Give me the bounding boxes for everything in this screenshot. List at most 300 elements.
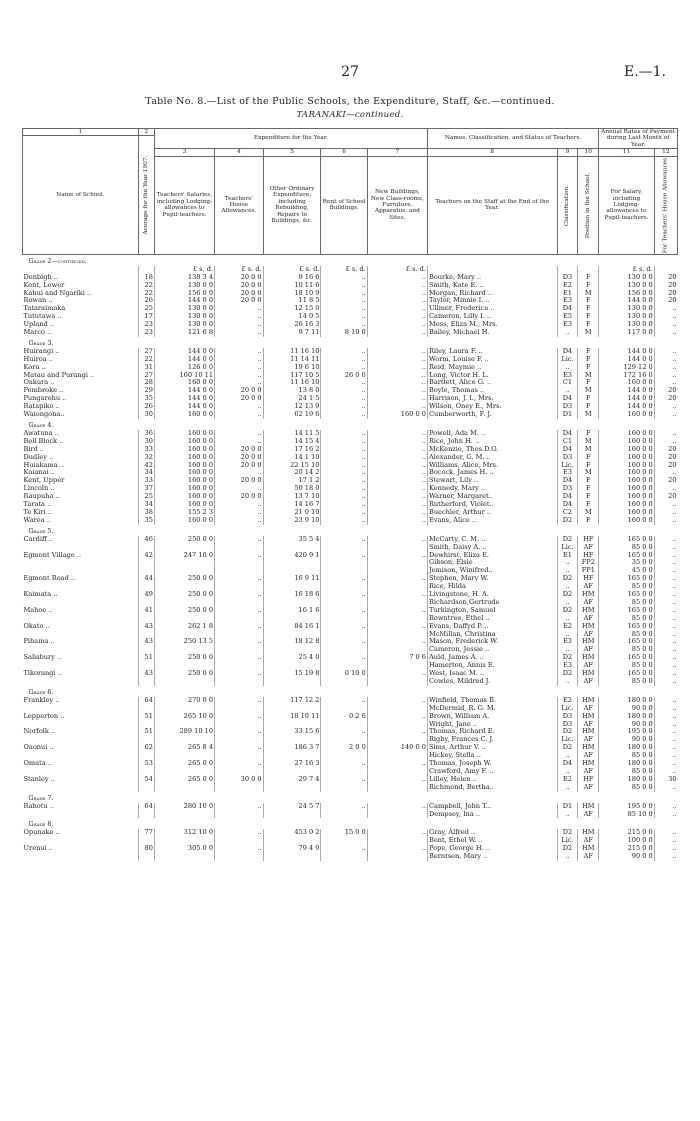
average-cell: 26 (138, 403, 154, 411)
grade-heading-row (23, 525, 678, 536)
average-cell (138, 678, 154, 686)
position-cell: HM (578, 697, 599, 705)
other-expenditure-cell (263, 631, 321, 639)
school-name-cell (23, 752, 139, 760)
average-cell: 51 (138, 713, 154, 721)
school-name-cell: Raupuha .. (23, 493, 60, 501)
table-row (23, 736, 678, 744)
rent-cell (321, 721, 367, 729)
teacher-name-cell: Stewart, Lily .. (427, 477, 557, 485)
new-buildings-cell: .. (367, 290, 427, 298)
other-expenditure-cell (263, 837, 321, 845)
house-allowance-cell: 20 0 0 (215, 454, 264, 462)
house-rate-cell: .. (654, 591, 677, 599)
teacher-name-cell: Cumberworth, F. J. (427, 411, 557, 419)
house-allowance-cell: .. (215, 638, 264, 646)
new-buildings-cell: .. (367, 321, 427, 329)
teachers-salaries-header: Teachers' Salaries, including Lodging-allowances to Pupil-teachers. (154, 156, 214, 254)
house-rate-cell: 20 (654, 387, 677, 395)
house-rate-cell: .. (654, 305, 677, 313)
new-buildings-cell: .. (367, 493, 427, 501)
teacher-name-cell: Bocock, James H. .. (427, 469, 557, 477)
teacher-name-cell: Alexander, G. M. .. (427, 454, 557, 462)
salaries-cell: 160 0 0 (154, 477, 214, 485)
house-allowance-cell: .. (215, 697, 264, 705)
position-cell: F (578, 313, 599, 321)
salary-rate-cell: 156 0 0 (599, 290, 655, 298)
classification-cell: D3 (557, 713, 578, 721)
position-cell: F (578, 297, 599, 305)
table-row (23, 670, 678, 678)
average-cell (138, 631, 154, 639)
position-cell: AF (578, 768, 599, 776)
rent-cell: .. (321, 403, 367, 411)
other-expenditure-cell: 16 1 6 (263, 607, 321, 615)
average-cell: 26 (138, 297, 154, 305)
house-allowance-cell: .. (215, 803, 264, 811)
school-name-cell: Tututawa .. (23, 313, 62, 321)
new-buildings-header: New Buildings, New Class-rooms, Furniture, Apparatus, and Sites. (367, 156, 427, 254)
table-row (23, 837, 678, 845)
school-name-cell: Koru .. (23, 363, 46, 371)
col-num-9: 9 (557, 149, 578, 156)
position-cell: HF (578, 552, 599, 560)
col-num-6: 6 (321, 149, 367, 156)
table-row (23, 403, 678, 411)
position-cell: F (578, 493, 599, 501)
rent-cell (321, 599, 367, 607)
house-rate-cell: 20 (654, 477, 677, 485)
average-year-header: Average for the Year 1907. (138, 136, 154, 254)
position-cell: HM (578, 591, 599, 599)
table-row (23, 760, 678, 768)
salaries-cell: 250 0 0 (154, 654, 214, 662)
house-rate-cell: .. (654, 411, 677, 419)
teacher-name-cell: Cameron, Jessie .. (427, 646, 557, 654)
teacher-name-cell: Bourke, Mary .. (427, 274, 557, 282)
teacher-name-cell: Richardson,Gertrude (427, 599, 557, 607)
new-buildings-cell: .. (367, 348, 427, 356)
new-buildings-cell (367, 615, 427, 623)
house-rate-cell: .. (654, 372, 677, 380)
salary-rate-cell: 85 0 0 (599, 583, 655, 591)
house-rate-cell: .. (654, 705, 677, 713)
other-expenditure-cell (263, 853, 321, 861)
teacher-name-cell: Pope, George H. .. (427, 845, 557, 853)
house-rate-cell: .. (654, 321, 677, 329)
other-expenditure-cell: 22 15 10 (263, 462, 321, 470)
new-buildings-cell: .. (367, 379, 427, 387)
average-cell: 22 (138, 290, 154, 298)
new-buildings-cell: .. (367, 591, 427, 599)
rent-cell: .. (321, 438, 367, 446)
salary-rate-cell: 85 0 0 (599, 544, 655, 552)
house-allowance-cell: .. (215, 379, 264, 387)
rent-cell: 2 0 0 (321, 744, 367, 752)
new-buildings-cell: .. (367, 623, 427, 631)
school-name-cell: Pungarehu .. (23, 395, 67, 403)
classification-cell: E1 (557, 552, 578, 560)
other-expenditure-cell: 12 15 0 (263, 305, 321, 313)
average-cell: 64 (138, 803, 154, 811)
salaries-cell (154, 736, 214, 744)
school-name-cell: Pembroke .. (23, 387, 64, 395)
house-rate-cell: .. (654, 583, 677, 591)
salary-rate-cell: 144 0 0 (599, 395, 655, 403)
salaries-cell: 126 0 0 (154, 364, 214, 372)
average-cell: 77 (138, 829, 154, 837)
position-cell: HF (578, 536, 599, 544)
position-cell: F (578, 364, 599, 372)
salary-rate-cell: 90 0 0 (599, 853, 655, 861)
house-allowance-cell (215, 736, 264, 744)
salaries-cell (154, 646, 214, 654)
teacher-name-cell: West, Isaac M. .. (427, 670, 557, 678)
position-cell: F (578, 430, 599, 438)
school-name-cell (23, 784, 139, 792)
school-name-cell: Bell Block .. (23, 437, 64, 445)
rent-cell (321, 615, 367, 623)
teacher-name-cell: Lilley, Helen .. (427, 776, 557, 784)
salary-rate-cell: 160 0 0 (599, 501, 655, 509)
table-row (23, 631, 678, 639)
table-row (23, 559, 678, 567)
house-allowance-cell: .. (215, 760, 264, 768)
salaries-cell (154, 559, 214, 567)
rent-cell: .. (321, 552, 367, 560)
rent-cell: .. (321, 446, 367, 454)
average-cell (138, 811, 154, 819)
teacher-name-cell: Bailey, Michael H. (427, 329, 557, 337)
school-name-cell: Kent, Upper (23, 477, 65, 485)
other-expenditure-cell: 17 1 2 (263, 477, 321, 485)
teacher-name-cell: Campbell, John T... (427, 803, 557, 811)
classification-header: Classification. (557, 156, 578, 254)
classification-cell: D2 (557, 744, 578, 752)
classification-cell: Lic. (557, 462, 578, 470)
house-allowance-cell (215, 705, 264, 713)
average-cell: 27 (138, 372, 154, 380)
average-cell: 33 (138, 446, 154, 454)
house-allowances-header: Teachers' House Allowances. (215, 156, 264, 254)
classification-cell: E3 (557, 638, 578, 646)
teacher-name-cell: Winfield, Thomas B. (427, 697, 557, 705)
house-allowance-cell: .. (215, 728, 264, 736)
classification-cell: D2 (557, 829, 578, 837)
position-cell: HM (578, 670, 599, 678)
table-row (23, 485, 678, 493)
names-group-header: Names, Classification, and Status of Teachers. (427, 129, 598, 149)
table-row (23, 411, 678, 419)
other-expenditure-cell: 23 9 10 (263, 517, 321, 525)
house-rate-cell: .. (654, 559, 677, 567)
salaries-cell: 265 10 0 (154, 713, 214, 721)
table-row (23, 297, 678, 305)
position-cell: F (578, 501, 599, 509)
table-row (23, 662, 678, 670)
house-allowance-cell: .. (215, 372, 264, 380)
new-buildings-cell: .. (367, 536, 427, 544)
average-cell: 41 (138, 607, 154, 615)
salaries-cell (154, 811, 214, 819)
house-allowance-cell: .. (215, 430, 264, 438)
rent-cell: 0 10 0 (321, 670, 367, 678)
average-cell (138, 736, 154, 744)
salaries-cell (154, 631, 214, 639)
classification-cell: Lic. (557, 736, 578, 744)
classification-cell: D1 (557, 803, 578, 811)
average-cell: 38 (138, 509, 154, 517)
new-buildings-cell: .. (367, 329, 427, 337)
classification-cell: .. (557, 583, 578, 591)
new-buildings-cell: .. (367, 517, 427, 525)
teacher-name-cell: Hickey, Stella .. (427, 752, 557, 760)
table-row (23, 387, 678, 395)
position-cell: AF (578, 544, 599, 552)
other-expenditure-cell (263, 544, 321, 552)
average-cell: 51 (138, 728, 154, 736)
table-row (23, 430, 678, 438)
house-allowance-cell: .. (215, 552, 264, 560)
col-num-3: 3 (154, 149, 214, 156)
currency-units-row (23, 266, 678, 274)
classification-cell: .. (557, 599, 578, 607)
new-buildings-cell: .. (367, 387, 427, 395)
position-cell: F (578, 274, 599, 282)
rent-cell: .. (321, 282, 367, 290)
grade-heading-row (23, 419, 678, 430)
other-expenditure-cell (263, 721, 321, 729)
average-cell (138, 646, 154, 654)
salaries-cell: 305 0 0 (154, 845, 214, 853)
position-cell: AF (578, 583, 599, 591)
classification-cell: Lic. (557, 356, 578, 364)
average-cell: 34 (138, 469, 154, 477)
salaries-cell: 130 0 0 (154, 305, 214, 313)
salary-rate-cell: 165 0 0 (599, 552, 655, 560)
other-expenditure-cell (263, 705, 321, 713)
col-num-12: 12 (654, 149, 677, 156)
classification-cell: E3 (557, 297, 578, 305)
salaries-cell (154, 768, 214, 776)
school-name-cell (23, 811, 139, 819)
new-buildings-cell: .. (367, 282, 427, 290)
classification-cell: .. (557, 853, 578, 861)
salaries-cell: 250 0 0 (154, 575, 214, 583)
school-name-cell: Pihama .. (23, 638, 55, 646)
house-allowance-cell: .. (215, 517, 264, 525)
rent-cell: .. (321, 536, 367, 544)
rent-cell: .. (321, 321, 367, 329)
salaries-cell: 247 10 0 (154, 552, 214, 560)
average-cell: 44 (138, 575, 154, 583)
school-name-cell: Egmont Village .. (23, 551, 82, 559)
house-rate-cell: .. (654, 364, 677, 372)
salary-rate-cell: 165 0 0 (599, 670, 655, 678)
position-cell: F (578, 395, 599, 403)
classification-cell: .. (557, 329, 578, 337)
salaries-cell: 130 0 0 (154, 321, 214, 329)
position-cell: F (578, 454, 599, 462)
average-cell (138, 583, 154, 591)
rent-cell: .. (321, 356, 367, 364)
house-rate-cell: .. (654, 760, 677, 768)
new-buildings-cell (367, 853, 427, 861)
school-name-cell: Kahui and Ngariki .. (23, 289, 92, 297)
table-row (23, 356, 678, 364)
position-cell: M (578, 372, 599, 380)
page-reference: E.—1. (623, 64, 666, 80)
other-expenditure-cell: 24 5 7 (263, 803, 321, 811)
house-allowance-cell (215, 544, 264, 552)
currency-units-cell: £ s. d. (367, 266, 427, 274)
position-cell: AF (578, 705, 599, 713)
position-cell: FP1 (578, 567, 599, 575)
position-cell: F (578, 282, 599, 290)
classification-cell: E3 (557, 469, 578, 477)
position-cell: M (578, 387, 599, 395)
average-cell (138, 721, 154, 729)
school-name-cell: Frankley .. (23, 696, 60, 704)
salary-rate-cell: 130 0 0 (599, 313, 655, 321)
other-expenditure-cell: 420 9 1 (263, 552, 321, 560)
table-row (23, 395, 678, 403)
other-expenditure-cell: 453 0 2 (263, 829, 321, 837)
new-buildings-cell (367, 705, 427, 713)
teacher-name-cell: Turkington, Samuel (427, 607, 557, 615)
school-name-cell (23, 736, 139, 744)
table-row (23, 607, 678, 615)
salaries-cell (154, 784, 214, 792)
house-rate-cell: .. (654, 544, 677, 552)
school-name-cell: Huiakama .. (23, 461, 64, 469)
house-allowance-cell: .. (215, 845, 264, 853)
teacher-name-cell: Evans, Alice .. (427, 517, 557, 525)
rent-cell (321, 752, 367, 760)
other-expenditure-cell: 79 4 9 (263, 845, 321, 853)
house-rate-cell: .. (654, 485, 677, 493)
house-allowance-cell: 30 0 0 (215, 776, 264, 784)
house-rate-cell: .. (654, 646, 677, 654)
school-name-cell (23, 615, 139, 623)
teacher-name-cell: Brown, William A. (427, 713, 557, 721)
new-buildings-cell: .. (367, 364, 427, 372)
table-row (23, 705, 678, 713)
school-name-cell: Kaianai .. (23, 469, 55, 477)
table-row (23, 313, 678, 321)
other-expenditure-cell: 14 1 10 (263, 454, 321, 462)
table-row (23, 469, 678, 477)
other-expenditure-cell: 186 3 7 (263, 744, 321, 752)
new-buildings-cell: .. (367, 509, 427, 517)
other-expenditure-cell: 13 7 10 (263, 493, 321, 501)
teacher-name-cell: Sims, Arthur V. .. (427, 744, 557, 752)
salary-rate-cell: 160 0 0 (599, 509, 655, 517)
rent-cell: .. (321, 776, 367, 784)
classification-cell: .. (557, 678, 578, 686)
house-allowance-cell: .. (215, 509, 264, 517)
salaries-cell (154, 705, 214, 713)
rent-cell (321, 736, 367, 744)
position-cell: M (578, 509, 599, 517)
table-row (23, 829, 678, 837)
grade-heading-row (23, 792, 678, 803)
salaries-cell: 289 10 10 (154, 728, 214, 736)
rent-cell: .. (321, 493, 367, 501)
teacher-name-cell: Gray, Alfred .. (427, 829, 557, 837)
table-row (23, 776, 678, 784)
table-row (23, 803, 678, 811)
rent-cell: .. (321, 728, 367, 736)
house-allowance-cell: .. (215, 670, 264, 678)
rent-cell: .. (321, 348, 367, 356)
salary-rate-cell: 35 0 0 (599, 559, 655, 567)
other-expenditure-cell (263, 583, 321, 591)
rent-cell: 8 10 0 (321, 329, 367, 337)
rent-cell: .. (321, 462, 367, 470)
grade-label: Grade 3. (28, 339, 54, 347)
teacher-name-cell: Richmond, Bertha.. (427, 784, 557, 792)
salary-rate-cell: 215 0 0 (599, 829, 655, 837)
house-rate-cell: .. (654, 631, 677, 639)
new-buildings-cell: .. (367, 403, 427, 411)
house-rate-cell: .. (654, 438, 677, 446)
average-cell: 42 (138, 462, 154, 470)
salary-rate-cell: 144 0 0 (599, 356, 655, 364)
house-rate-cell: .. (654, 379, 677, 387)
salaries-cell: 144 0 0 (154, 297, 214, 305)
other-expenditure-cell: 26 16 3 (263, 321, 321, 329)
page-number: 27 (341, 64, 359, 80)
house-allowance-cell: .. (215, 305, 264, 313)
salaries-cell: 160 0 0 (154, 485, 214, 493)
house-allowance-cell (215, 583, 264, 591)
salary-rate-cell: 160 0 0 (599, 485, 655, 493)
house-rate-cell: .. (654, 615, 677, 623)
school-name-cell: Warea .. (23, 516, 51, 524)
classification-cell: E3 (557, 321, 578, 329)
table-row (23, 544, 678, 552)
school-name-cell: Salisbury .. (23, 654, 62, 662)
salaries-cell: 262 1 8 (154, 623, 214, 631)
average-cell (138, 559, 154, 567)
house-rate-cell: .. (654, 768, 677, 776)
rent-cell (321, 837, 367, 845)
other-expenditure-cell (263, 811, 321, 819)
classification-cell: .. (557, 615, 578, 623)
other-expenditure-cell: 11 8 5 (263, 297, 321, 305)
other-expenditure-cell: 15 19 8 (263, 670, 321, 678)
house-rate-cell: .. (654, 736, 677, 744)
teacher-name-cell: Hamerton, Annis E. (427, 662, 557, 670)
salary-rate-cell: 85 0 0 (599, 646, 655, 654)
table-row (23, 678, 678, 686)
new-buildings-cell (367, 646, 427, 654)
classification-cell: D4 (557, 501, 578, 509)
school-name-cell (23, 705, 139, 713)
school-name-cell: Dudley .. (23, 453, 54, 461)
classification-cell: .. (557, 567, 578, 575)
other-expenditure-header: Other Ordinary Expenditure, including Rebuilding, Repairs to Buildings, &c. (263, 156, 321, 254)
house-rate-cell: .. (654, 784, 677, 792)
average-cell: 80 (138, 845, 154, 853)
table-row (23, 575, 678, 583)
new-buildings-cell: .. (367, 313, 427, 321)
table-row (23, 454, 678, 462)
new-buildings-cell: .. (367, 776, 427, 784)
average-cell: 25 (138, 493, 154, 501)
other-expenditure-cell: 84 16 1 (263, 623, 321, 631)
